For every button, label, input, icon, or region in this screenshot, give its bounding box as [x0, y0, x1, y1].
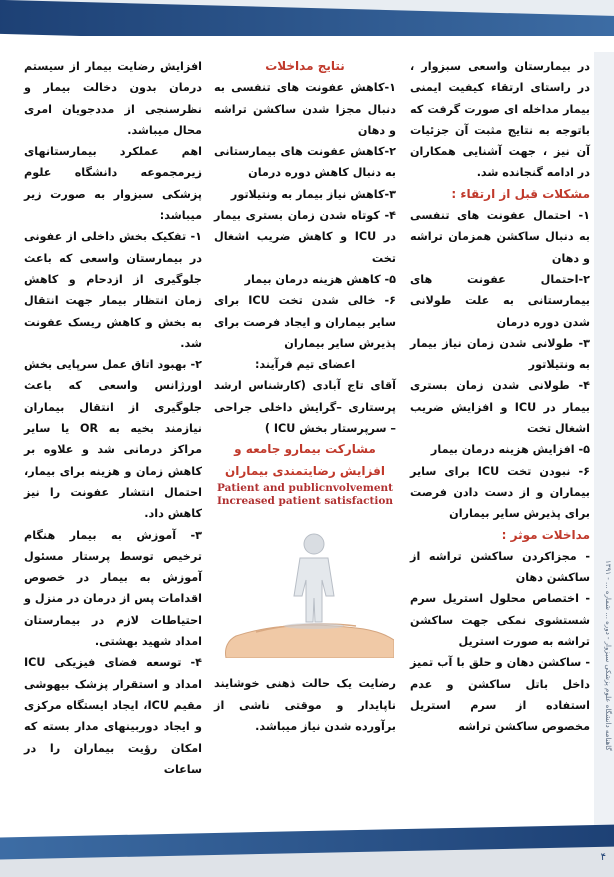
page-number: ۴ — [600, 852, 606, 863]
problem-item: ۵- افزایش هزینه درمان بیمار — [430, 443, 590, 457]
result-item: ۳-کاهش نیاز بیمار به ونتیلاتور — [230, 187, 396, 201]
intervention-item: - مجزاکردن ساکشن تراشه از ساکشن دهان — [410, 549, 590, 585]
problems-heading: مشکلات قبل از ارتقاء : — [451, 186, 590, 201]
problem-item: ۴- طولانی شدن زمان بستری بیمار در ICU و افزایش ضریب اشغال تخت — [410, 379, 591, 436]
top-decorative-band — [0, 0, 614, 52]
right-column — [410, 56, 590, 738]
results-heading: نتایج مداخلات — [265, 59, 345, 73]
intervention-item: - ساکشن دهان و حلق با آب تمیز داخل باتل ساکشن و عدم استفاده از سرم استریل مخصوص ساکشن تراشه — [410, 656, 590, 734]
closing-paragraph: رضایت یک حالت ذهنی خوشایند ناپایدار و موقتی ناشی از برآورده شدن نیاز میباشد. — [214, 677, 396, 733]
result-item: ۴- کوتاه شدن زمان بستری بیمار در ICU و کاهش ضریب اشغال تخت — [214, 209, 397, 265]
intervention-item: - اختصاص محلول استریل سرم شستشوی نمکی جهت ساکشن تراشه به صورت استریل — [410, 592, 590, 649]
hand-holding-figure-illustration — [216, 518, 394, 658]
team-members: آقای تاج آبادی (کارشناس ارشد پرستاری –گرایش داخلی جراحی – سرپرستار بخش ICU ) — [214, 379, 396, 436]
english-subtitle-1: Patient and publicnvolvement — [217, 481, 393, 494]
left-intro: افزایش رضایت بیمار از سیستم درمان بدون دخالت بیمار و نظرسنجی از مددجویان امری محال میباشد. — [24, 60, 202, 137]
action-item: ۳- آموزش به بیمار هنگام ترخیص توسط پرستار مسئول آموزش به بیمار در خصوص اقدامات پس از درمان در منزل و احتیاطات لازم در بیمارستان امداد شهید بهشتی. — [24, 528, 202, 649]
action-item: ۴- توسعه فضای فیزیکی ICU امداد و استقرار پزشک بیهوشی مقیم ICU، ایجاد ایستگاه مرکزی و ایجاد دوربینهای مدار بسته که امکان رؤیت بیماران را در ساعات — [24, 656, 202, 776]
intro-paragraph: در بیمارستان واسعی سبزوار ، در راستای ارتقاء کیفیت ایمنی بیمار مداخله ای صورت گرفت که باتوجه به نتایج مثبت آن جزئیات آن نیز ، جهت آشنایی همکاران در ادامه گنجانده شد. — [410, 60, 590, 180]
result-item: ۵- کاهش هزینه درمان بیمار — [244, 272, 396, 286]
action-item: ۱- تفکیک بخش داخلی از عفونی در بیمارستان واسعی که باعث جلوگیری از ازدحام و کاهش زمان انتظار بیمار جهت انتقال به بخش و کاهش ریسک عفونت شد. — [24, 230, 202, 350]
result-item: ۲-کاهش عفونت های بیمارستانی به دنبال کاهش دوره درمان — [214, 145, 396, 180]
result-item: ۱-کاهش عفونت های تنفسی به دنبال مجزا شدن ساکشن تراشه و دهان — [214, 81, 396, 137]
journal-side-caption: گاهنامه دانشگاه علوم پزشکی سبزوار - دوره ... شماره ... - ۱۳۹۱ — [604, 560, 612, 751]
action-item: ۲- بهبود اتاق عمل سرپایی بخش اورژانس واسعی که باعث جلوگیری از انتقال بیماران نیازمند بخیه به OR یا سایر مراکز درمانی شد و علاوه بر کاهش زمان و هزینه برای بیمار، احتمال انتشار عفونت را نیز کاهش داد. — [24, 358, 202, 521]
english-subtitle-2: Increased patient satisfaction — [216, 494, 393, 507]
team-label: اعضای تیم فرآیند: — [254, 358, 356, 372]
result-item: ۶- خالی شدن تخت ICU برای سایر بیماران و ایجاد فرصت برای پذیرش سایر بیماران — [214, 294, 396, 350]
problem-item: ۱- احتمال عفونت های تنفسی به دنبال ساکشن همزمان تراشه و دهان — [410, 209, 590, 265]
problem-item: ۲-احتمال عفونت های بیمارستانی به علت طولانی شدن دوره درمان — [410, 272, 590, 329]
participation-heading: مشارکت بیمارو جامعه و افزایش رضایتمندی بیماران — [225, 442, 385, 478]
important-actions: اهم عملکرد بیمارستانهای زیرمجموعه دانشگاه علوم پزشکی سبزوار به صورت زیر میباشد: — [24, 145, 202, 223]
middle-column — [214, 56, 396, 737]
bottom-decorative-band — [0, 827, 614, 877]
left-column — [24, 56, 202, 780]
interventions-heading: مداخلات موثر : — [501, 527, 590, 542]
problem-item: ۳- طولانی شدن زمان نیاز بیمار به ونتیلاتور — [410, 336, 590, 372]
problem-item: ۶- نبودن تخت ICU برای سایر بیماران و از دست دادن فرصت برای پذیرش سایر بیماران — [410, 464, 590, 521]
